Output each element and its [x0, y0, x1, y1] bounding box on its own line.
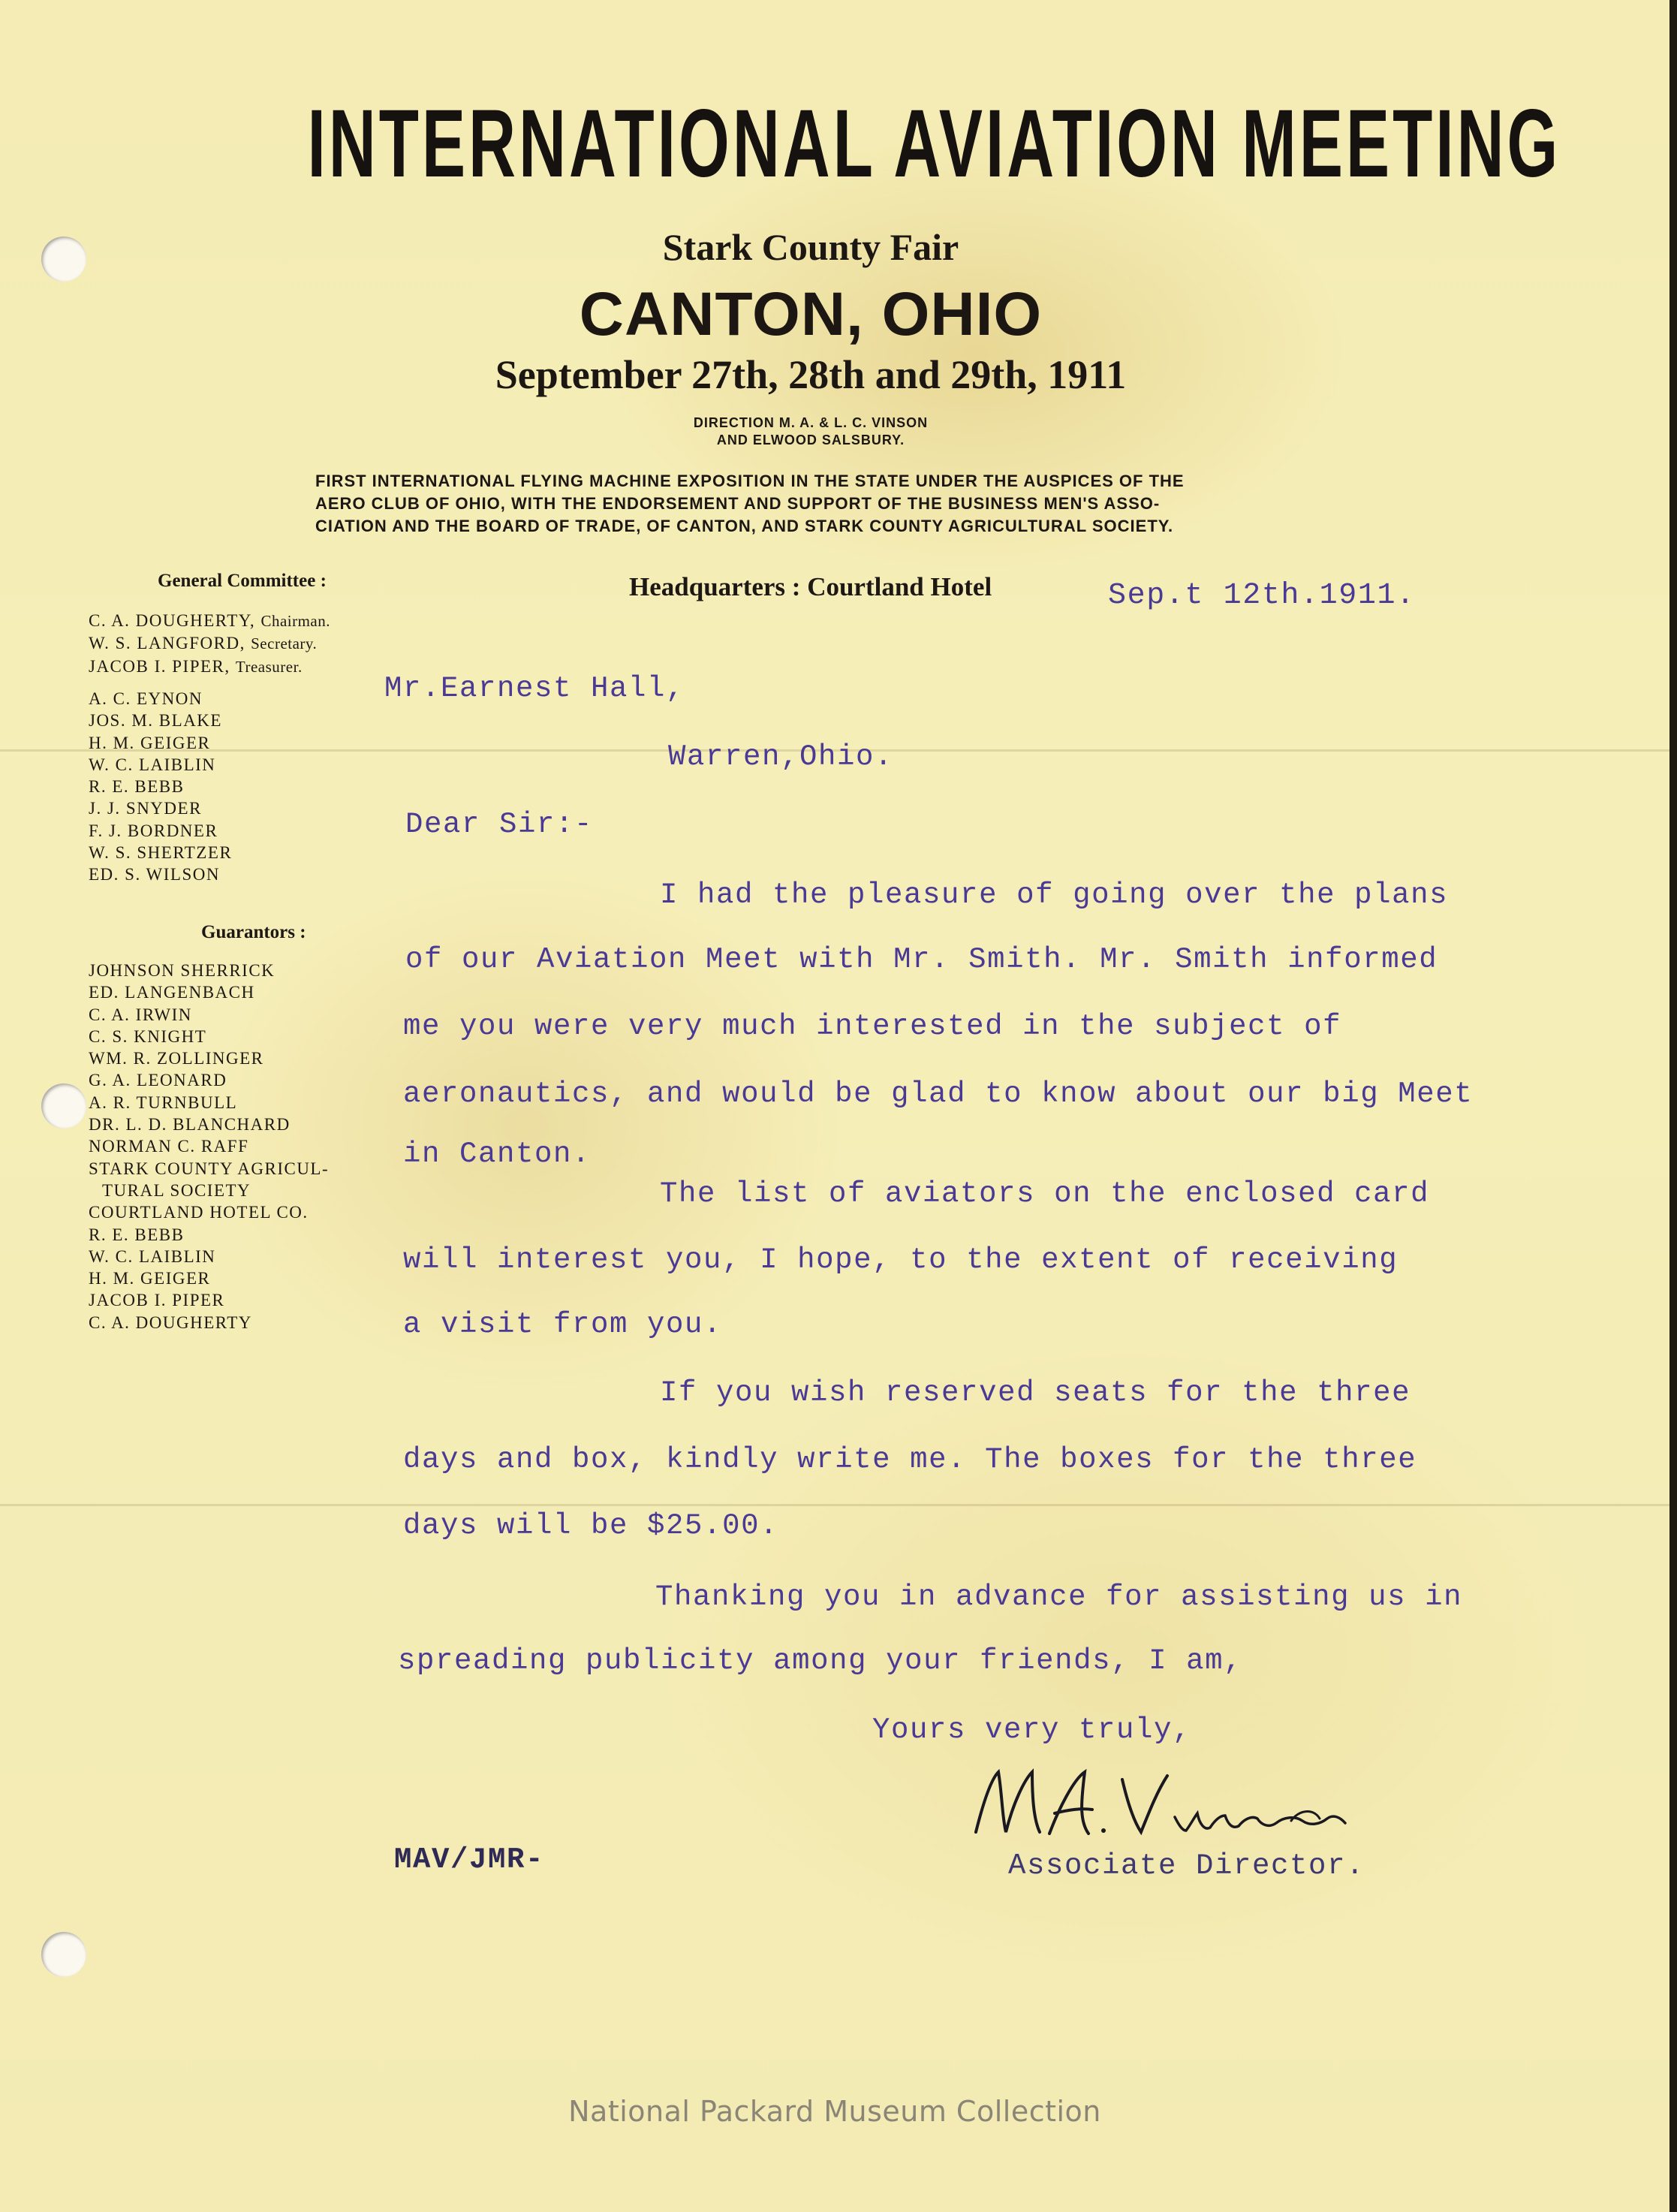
- body-line: in Canton.: [403, 1138, 592, 1171]
- officer-role: Treasurer.: [235, 657, 303, 676]
- paper-fold: [0, 1504, 1669, 1506]
- salutation: Dear Sir:-: [405, 808, 594, 841]
- guarantor: R. E. BEBB: [89, 1225, 185, 1244]
- committee-member: ED. S. WILSON: [89, 865, 220, 884]
- punch-hole: [41, 237, 86, 282]
- guarantor: C. S. KNIGHT: [89, 1026, 207, 1046]
- letterhead-dates: September 27th, 28th and 29th, 1911: [495, 352, 1127, 397]
- guarantor: C. A. IRWIN: [89, 1005, 192, 1024]
- letterhead-title: INTERNATIONAL AVIATION MEETING: [307, 90, 1561, 197]
- guarantor: G. A. LEONARD: [89, 1071, 227, 1090]
- guarantor: H. M. GEIGER: [89, 1269, 211, 1288]
- closing-line: Yours very truly,: [872, 1713, 1192, 1746]
- guarantor: TURAL SOCIETY: [102, 1180, 251, 1200]
- committee-member: W. S. SHERTZER: [89, 843, 233, 863]
- officer-name: C. A. DOUGHERTY,: [89, 611, 256, 630]
- guarantor: NORMAN C. RAFF: [89, 1137, 249, 1156]
- committee-member: W. C. LAIBLIN: [89, 755, 216, 774]
- officer-list: [89, 610, 330, 678]
- guarantor: DR. L. D. BLANCHARD: [89, 1115, 291, 1135]
- auspices-statement: [315, 470, 1366, 538]
- committee-member-list: [89, 688, 232, 886]
- guarantor: COURTLAND HOTEL CO.: [89, 1203, 309, 1222]
- guarantor: WM. R. ZOLLINGER: [89, 1049, 264, 1068]
- officer-role: Secretary.: [251, 634, 318, 653]
- body-line: days will be $25.00.: [403, 1509, 779, 1542]
- auspices-line: AERO CLUB OF OHIO, WITH THE ENDORSEMENT AND SUPPORT OF THE BUSINESS MEN'S ASSO-: [315, 494, 1161, 513]
- committee-member: A. C. EYNON: [89, 689, 203, 708]
- officer-name: JACOB I. PIPER,: [89, 656, 230, 676]
- guarantors-heading: Guarantors :: [201, 922, 306, 942]
- officer-item: [89, 632, 330, 655]
- guarantor: A. R. TURNBULL: [89, 1092, 238, 1112]
- officer-role: Chairman.: [260, 612, 330, 630]
- guarantor: JOHNSON SHERRICK: [89, 961, 275, 980]
- body-line: a visit from you.: [403, 1308, 723, 1341]
- guarantor: STARK COUNTY AGRICUL-: [89, 1159, 330, 1178]
- reference-initials: MAV/JMR-: [394, 1843, 545, 1876]
- committee-member: JOS. M. BLAKE: [89, 711, 222, 731]
- general-committee-heading: General Committee :: [158, 571, 327, 591]
- body-line: aeronautics, and would be glad to know about our big Meet: [403, 1077, 1474, 1111]
- committee-member: J. J. SNYDER: [89, 799, 202, 818]
- guarantor: C. A. DOUGHERTY: [89, 1312, 252, 1332]
- collection-credit: National Packard Museum Collection: [568, 2095, 1101, 2128]
- body-line: of our Aviation Meet with Mr. Smith. Mr. Smith informed: [405, 943, 1438, 976]
- guarantor-list: [89, 960, 329, 1334]
- committee-member: F. J. BORDNER: [89, 821, 218, 840]
- guarantor: ED. LANGENBACH: [89, 983, 255, 1002]
- officer-item: [89, 610, 330, 632]
- letter-date: Sep.t 12th.1911.: [1108, 579, 1416, 613]
- body-line: I had the pleasure of going over the plans: [660, 878, 1449, 912]
- guarantor: JACOB I. PIPER: [89, 1291, 225, 1310]
- handwritten-signature: [961, 1749, 1411, 1862]
- committee-member: R. E. BEBB: [89, 777, 185, 797]
- body-line: If you wish reserved seats for the three: [660, 1376, 1411, 1409]
- body-line: will interest you, I hope, to the extent of receiving: [403, 1243, 1399, 1276]
- punch-hole: [41, 1932, 86, 1977]
- direction-line: DIRECTION M. A. & L. C. VINSON: [693, 415, 929, 430]
- body-line: spreading publicity among your friends, I am,: [398, 1644, 1243, 1677]
- body-line: Thanking you in advance for assisting us in: [655, 1581, 1463, 1614]
- body-line: me you were very much interested in the subject of: [403, 1010, 1342, 1043]
- auspices-line: CIATION AND THE BOARD OF TRADE, OF CANTON, AND STARK COUNTY AGRICULTURAL SOCIETY.: [315, 517, 1174, 535]
- officer-name: W. S. LANGFORD,: [89, 634, 245, 653]
- recipient-city: Warren,Ohio.: [668, 740, 894, 773]
- guarantor: W. C. LAIBLIN: [89, 1246, 216, 1266]
- auspices-line: FIRST INTERNATIONAL FLYING MACHINE EXPOSITION IN THE STATE UNDER THE AUSPICES OF THE: [315, 472, 1185, 490]
- body-line: The list of aviators on the enclosed card: [660, 1177, 1430, 1210]
- body-line: days and box, kindly write me. The boxes for the three: [403, 1443, 1417, 1476]
- headquarters-line: Headquarters : Courtland Hotel: [629, 572, 992, 601]
- officer-item: [89, 655, 330, 678]
- signer-title: Associate Director.: [1008, 1849, 1365, 1882]
- committee-member: H. M. GEIGER: [89, 733, 211, 752]
- punch-hole: [41, 1083, 86, 1129]
- direction-line: AND ELWOOD SALSBURY.: [716, 432, 905, 448]
- letterhead-subtitle: Stark County Fair: [662, 226, 959, 268]
- letterhead-city: CANTON, OHIO: [579, 280, 1043, 348]
- recipient-name: Mr.Earnest Hall,: [384, 672, 685, 705]
